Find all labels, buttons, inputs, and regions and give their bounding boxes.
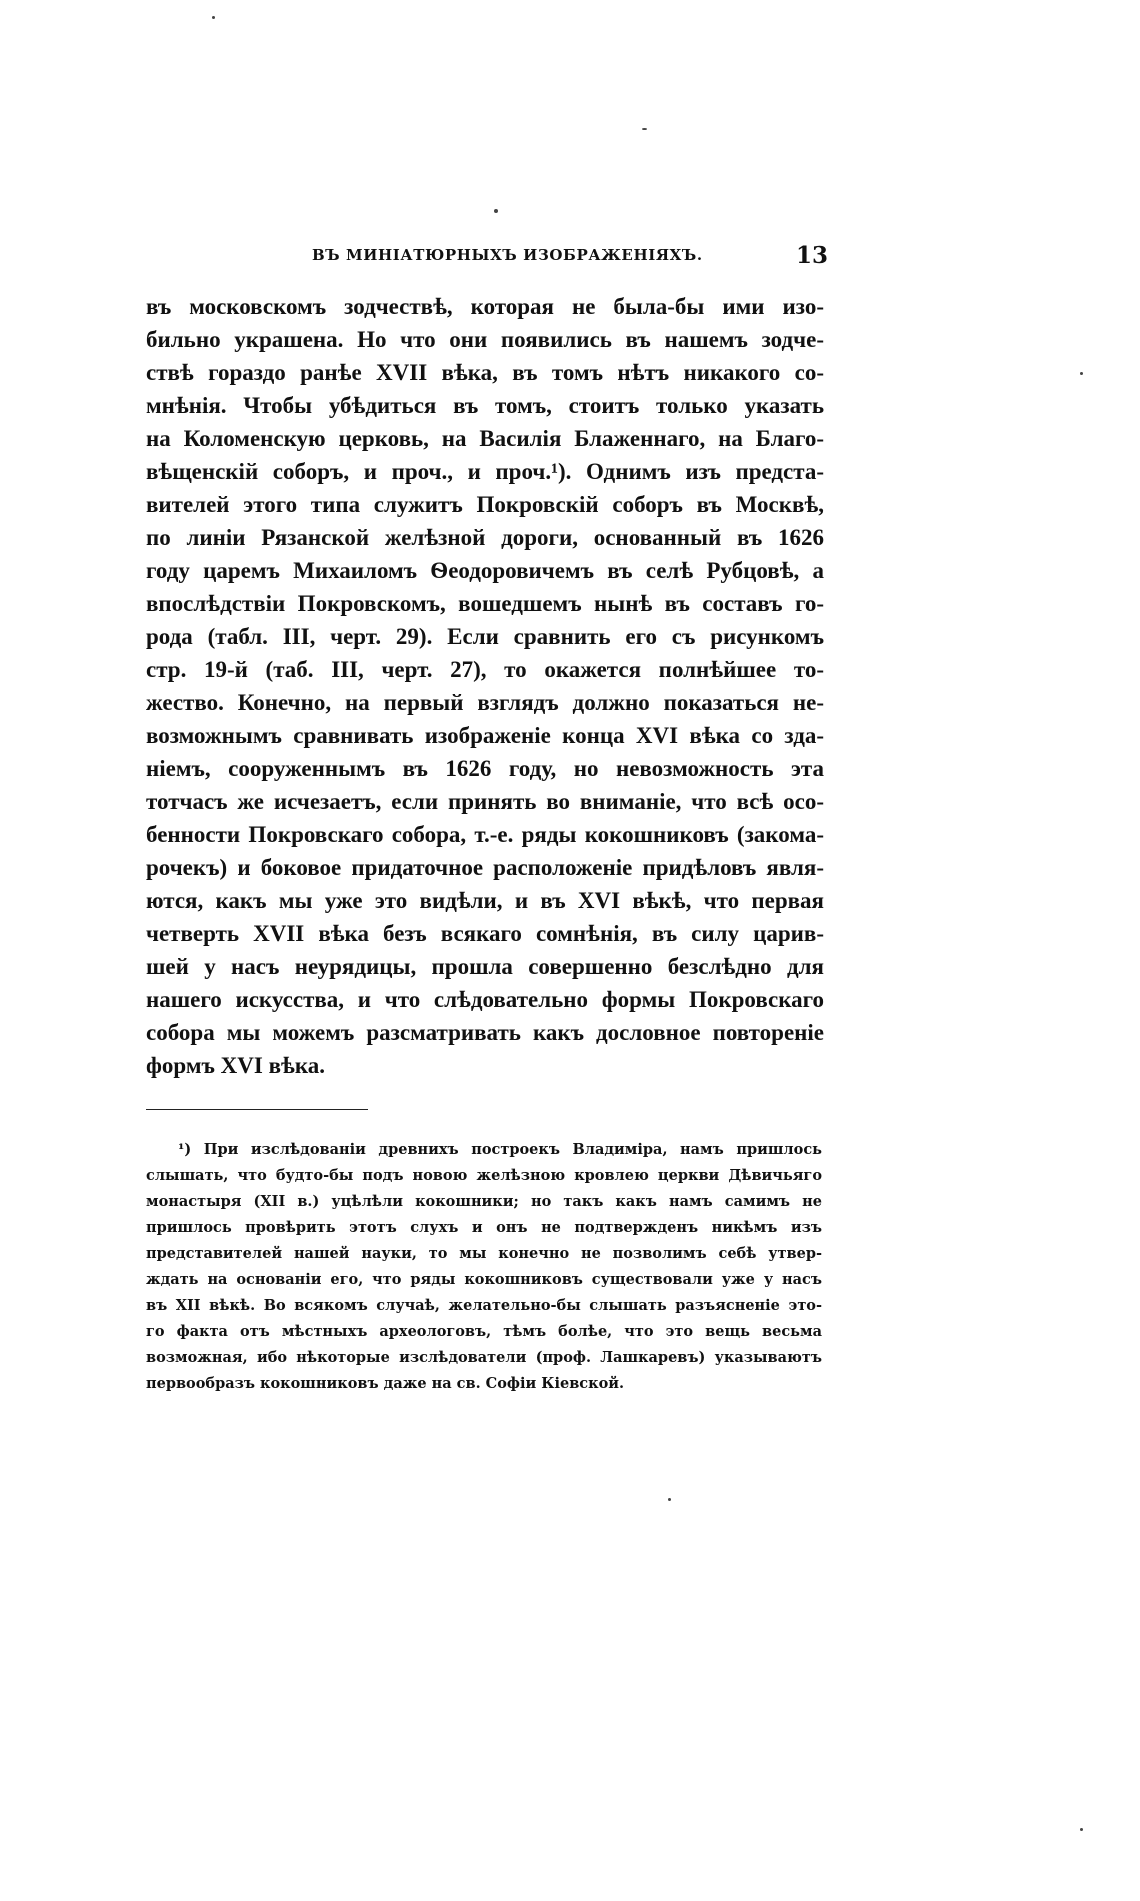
scan-speck [494, 209, 498, 213]
text-line: шей у насъ неурядицы, прошла совершенно безслѣдно для [146, 954, 824, 979]
text-line: году царемъ Михаиломъ Ѳеодоровичемъ въ селѣ Рубцовѣ, а [146, 558, 824, 583]
text-line: бенности Покровскаго собора, т.-е. ряды кокошниковъ (закома- [146, 822, 824, 847]
text-line: собора мы можемъ разсматривать какъ дословное повтореніе [146, 1020, 824, 1045]
text-line: ніемъ, сооруженнымъ въ 1626 году, но невозможность эта [146, 756, 824, 781]
text-line: рода (табл. III, черт. 29). Если сравнить его съ рисункомъ [146, 624, 824, 649]
text-line: въ московскомъ зодчествѣ, которая не была-бы ими изо- [146, 294, 824, 319]
text-line: бильно украшена. Но что они появились въ нашемъ зодче- [146, 327, 824, 352]
scan-speck [212, 16, 215, 19]
text-line: впослѣдствіи Покровскомъ, вошедшемъ нынѣ въ составъ го- [146, 591, 824, 616]
footnote [146, 1137, 822, 1397]
text-line: тотчасъ же исчезаетъ, если принять во вниманіе, что всѣ осо- [146, 789, 824, 814]
footnote-line: монастыря (XII в.) уцѣлѣли кокошники; но такъ какъ намъ самимъ не [146, 1193, 822, 1210]
scan-speck [668, 1498, 671, 1501]
text-line: ствѣ гораздо ранѣе XVII вѣка, въ томъ нѣтъ никакого со- [146, 360, 824, 385]
text-line: возможнымъ сравнивать изображеніе конца XVI вѣка со зда- [146, 723, 824, 748]
footnote-line: первообразъ кокошниковъ даже на св. Софіи Кіевской. [146, 1375, 625, 1392]
text-line: четверть XVII вѣка безъ всякаго сомнѣнія, въ силу царив- [146, 921, 824, 946]
scan-speck [1080, 372, 1083, 375]
text-line: нашего искусства, и что слѣдовательно формы Покровскаго [146, 987, 824, 1012]
text-line: стр. 19-й (таб. III, черт. 27), то окажется полнѣйшее то- [146, 657, 824, 682]
text-line: жество. Конечно, на первый взглядъ должно показаться не- [146, 690, 824, 715]
footnote-line: представителей нашей науки, то мы конечно не позволимъ себѣ утвер- [146, 1245, 822, 1262]
scan-speck [1080, 1828, 1083, 1831]
footnote-line: го факта отъ мѣстныхъ археологовъ, тѣмъ болѣе, что это вещь весьма [146, 1323, 822, 1340]
text-line: вителей этого типа служитъ Покровскій соборъ въ Москвѣ, [146, 492, 824, 517]
scan-speck [642, 128, 647, 130]
footnote-line: въ XII вѣкѣ. Во всякомъ случаѣ, желательно-бы слышать разъясненіе это- [146, 1297, 822, 1314]
text-line: формъ XVI вѣка. [146, 1053, 325, 1078]
text-line: вѣщенскій соборъ, и проч., и проч.¹). Однимъ изъ предста- [146, 459, 824, 484]
footnote-line: возможная, ибо нѣкоторые изслѣдователи (проф. Лашкаревъ) указываютъ [146, 1349, 822, 1366]
text-line: по линіи Рязанской желѣзной дороги, основанный въ 1626 [146, 525, 824, 550]
footnote-line: ждать на основаніи его, что ряды кокошниковъ существовали уже у насъ [146, 1271, 822, 1288]
body-text [146, 290, 824, 1082]
footnote-line: слышать, что будто-бы подъ новою желѣзною кровлею церкви Дѣвичьяго [146, 1167, 822, 1184]
text-line: рочекъ) и боковое придаточное расположеніе придѣловъ явля- [146, 855, 824, 880]
text-line: на Коломенскую церковь, на Василія Блаженнаго, на Благо- [146, 426, 824, 451]
footnote-separator [146, 1109, 368, 1110]
running-head: ВЪ МИНІАТЮРНЫХЪ ИЗОБРАЖЕНІЯХЪ. [312, 246, 703, 264]
text-line: мнѣнія. Чтобы убѣдиться въ томъ, стоитъ только указать [146, 393, 824, 418]
footnote-line: пришлось провѣрить этотъ слухъ и онъ не подтвержденъ никѣмъ изъ [146, 1219, 822, 1236]
page-number: 13 [796, 242, 829, 269]
text-line: ются, какъ мы уже это видѣли, и въ XVI вѣкѣ, что первая [146, 888, 824, 913]
footnote-line: ¹) При изслѣдованіи древнихъ построекъ Владиміра, намъ пришлось [178, 1141, 822, 1158]
